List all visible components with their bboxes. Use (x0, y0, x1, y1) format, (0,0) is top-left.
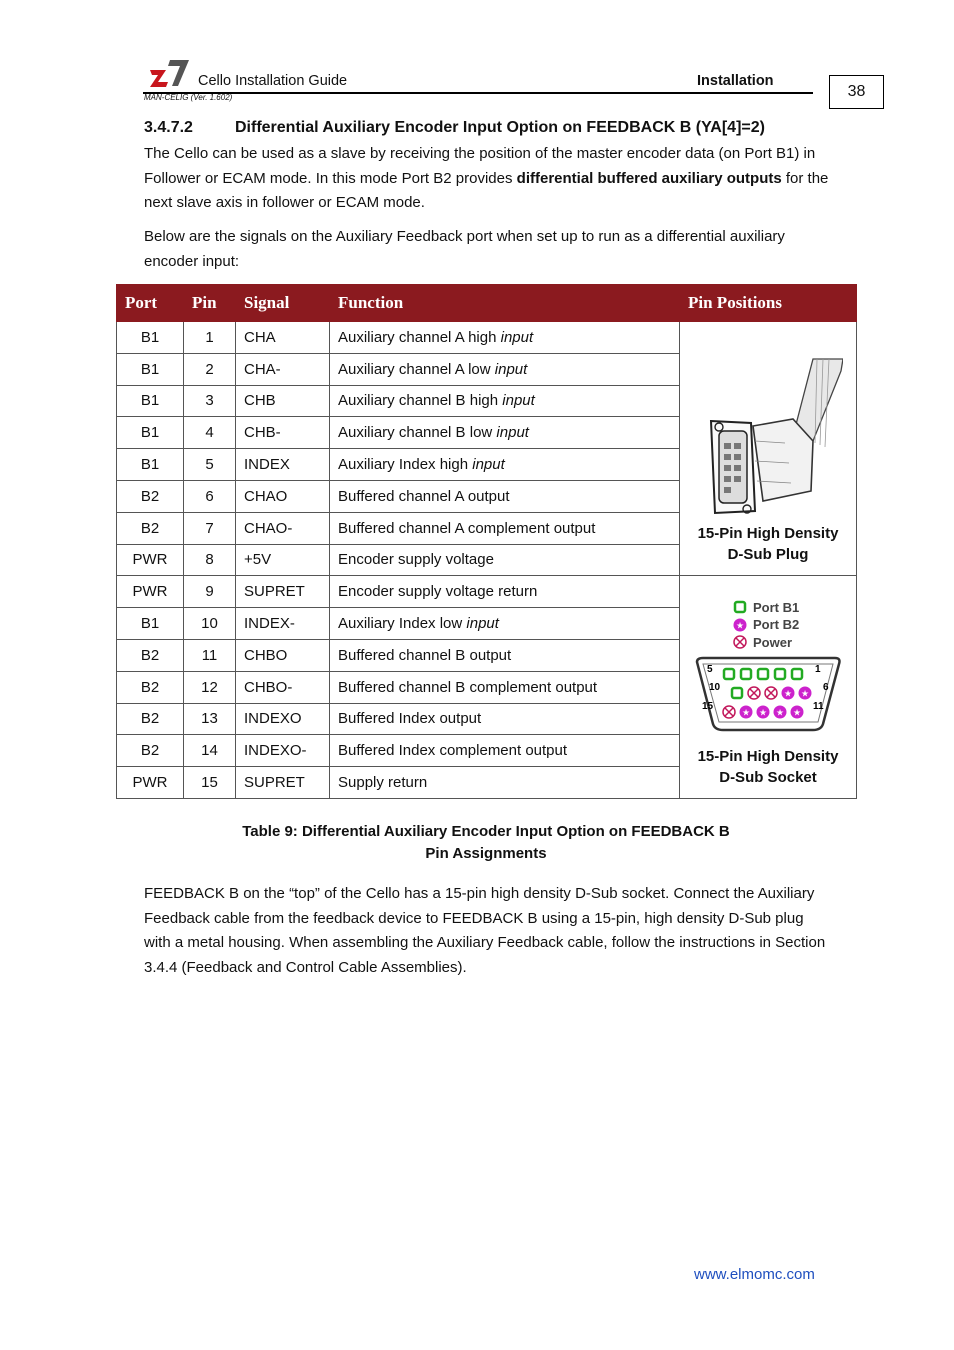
cell-port: PWR (117, 767, 184, 799)
dsub-socket-diagram (683, 592, 853, 740)
cell-function (330, 767, 680, 799)
para1-bold: differential buffered auxiliary outputs (516, 169, 782, 187)
function-italic: input (472, 456, 505, 474)
pin-b1 (732, 688, 742, 698)
legend-power: Power (753, 634, 793, 650)
cell-pin: 6 (184, 480, 236, 512)
function-text: Supply return (338, 774, 428, 792)
cell-port: B2 (117, 639, 184, 671)
function-text: Buffered Index output (338, 710, 482, 728)
table-caption-line2: Pin Assignments (425, 845, 547, 862)
svg-text:★: ★ (792, 708, 802, 719)
svg-text:★: ★ (783, 689, 793, 700)
legend-port-b1: Port B1 (753, 599, 800, 615)
pin-b2 (757, 705, 770, 718)
cell-pin: 5 (184, 449, 236, 481)
cell-function (330, 480, 680, 512)
cell-pin: 11 (184, 639, 236, 671)
legend-port-b2: Port B2 (753, 616, 800, 632)
cell-port: B1 (117, 353, 184, 385)
svg-text:★: ★ (741, 708, 751, 719)
cell-function (330, 703, 680, 735)
svg-text:★: ★ (758, 708, 768, 719)
cell-signal: CHAO- (236, 512, 330, 544)
pin-b2 (782, 686, 795, 699)
function-text: Auxiliary Index low (338, 615, 467, 633)
table-body (117, 322, 857, 799)
pin-b1 (741, 669, 751, 679)
pin-power (765, 687, 777, 699)
cell-port: PWR (117, 576, 184, 608)
pin-b2 (774, 705, 787, 718)
socket-num-10: 10 (709, 681, 721, 693)
function-italic: input (500, 328, 534, 346)
cell-signal: INDEXO (236, 703, 330, 735)
function-text: Auxiliary channel B low (338, 424, 497, 442)
pin-power (723, 706, 735, 718)
table-row (117, 576, 857, 608)
pin-b1 (792, 669, 802, 679)
plug-caption-1: 15-Pin High Density (697, 525, 839, 543)
doc-title: Cello Installation Guide (198, 73, 348, 89)
socket-num-11: 11 (813, 700, 824, 712)
paragraph-signals: Below are the signals on the Auxiliary Feedback port when set up to run as a differential auxiliary encoder input: (144, 228, 785, 270)
cell-port: PWR (117, 544, 184, 576)
cell-function (330, 322, 680, 354)
function-italic: input (496, 424, 529, 442)
function-text: Auxiliary channel A high (338, 328, 501, 346)
svg-text:★: ★ (775, 708, 785, 719)
function-italic: input (466, 615, 499, 633)
pin-b2 (791, 705, 804, 718)
header-pin-positions: Pin Positions (680, 285, 857, 322)
cell-signal: CHA- (236, 353, 330, 385)
function-italic: input (494, 360, 528, 378)
pin-b1 (758, 669, 768, 679)
cell-pin: 4 (184, 417, 236, 449)
table-caption-line1: Table 9: Differential Auxiliary Encoder Input Option on FEEDBACK B (242, 823, 730, 840)
svg-text:★: ★ (735, 621, 745, 632)
cell-function (330, 671, 680, 703)
cell-signal: CHB (236, 385, 330, 417)
header-function: Function (330, 285, 680, 322)
cell-pin: 14 (184, 735, 236, 767)
cell-port: B2 (117, 735, 184, 767)
table-caption (116, 821, 856, 865)
cell-signal: CHBO (236, 639, 330, 671)
pin-b1 (724, 669, 734, 679)
socket-caption-2: D-Sub Socket (719, 768, 817, 786)
cell-pin: 13 (184, 703, 236, 735)
function-italic: input (502, 392, 535, 410)
cell-pin: 9 (184, 576, 236, 608)
cell-port: B2 (117, 512, 184, 544)
paragraph-intro (144, 142, 834, 216)
socket-num-1: 1 (815, 663, 821, 675)
cell-function (330, 449, 680, 481)
cell-function (330, 576, 680, 608)
plug-caption-2: D-Sub Plug (727, 546, 809, 564)
cell-port: B1 (117, 449, 184, 481)
function-text: Buffered channel A complement output (338, 519, 596, 537)
socket-num-15: 15 (702, 700, 714, 712)
cell-signal: +5V (236, 544, 330, 576)
function-text: Encoder supply voltage return (338, 583, 538, 601)
header-pin: Pin (184, 285, 236, 322)
function-text: Buffered channel B complement output (338, 678, 598, 696)
header-port: Port (117, 285, 184, 322)
header-rule (143, 92, 813, 94)
pin-power (748, 687, 760, 699)
cell-signal: SUPRET (236, 576, 330, 608)
function-text: Buffered channel B output (338, 646, 512, 664)
socket-cell (680, 576, 857, 799)
plug-cell (680, 322, 857, 576)
section-number: 3.4.7.2 (144, 119, 193, 136)
table-header-row (117, 285, 857, 322)
cell-pin: 7 (184, 512, 236, 544)
cell-signal: CHB- (236, 417, 330, 449)
cell-pin: 3 (184, 385, 236, 417)
function-text: Buffered channel A output (338, 487, 510, 505)
dsub-plug-image (693, 351, 843, 521)
cell-signal: INDEX (236, 449, 330, 481)
para1-text-b: for the next slave axis in follower or ECAM mode. (144, 169, 829, 211)
cell-function (330, 608, 680, 640)
cell-pin: 15 (184, 767, 236, 799)
cell-pin: 2 (184, 353, 236, 385)
socket-num-6: 6 (823, 681, 829, 693)
cell-pin: 1 (184, 322, 236, 354)
cell-function (330, 353, 680, 385)
paragraph-feedback-b: FEEDBACK B on the “top” of the Cello has a 15-pin high density D-Sub socket. Connect the Auxiliary Feedback cable from the feedback device to FEEDBACK B using a 15-pin, high density D-Sub plug with a metal housing. When assembling the Auxiliary Feedback cable, follow the instructions in Section 3.4.4 (Feedback and Control Cable Assemblies). (144, 885, 826, 976)
pin-b2 (740, 705, 753, 718)
page-number: 38 (829, 75, 884, 109)
cell-port: B1 (117, 608, 184, 640)
cell-port: B1 (117, 417, 184, 449)
cell-function (330, 417, 680, 449)
function-text: Auxiliary channel B high (338, 392, 503, 410)
cell-function (330, 544, 680, 576)
cell-signal: CHBO- (236, 671, 330, 703)
pin-legend (734, 600, 800, 650)
para1-text-a: The Cello can be used as a slave by receiving the position of the master encoder data (on Port B1) in Follower or ECAM mode. In this mode Port B2 provides (144, 145, 816, 187)
cell-pin: 10 (184, 608, 236, 640)
table-row (117, 322, 857, 354)
cell-function (330, 639, 680, 671)
website-link[interactable]: www.elmomc.com (694, 1266, 815, 1283)
function-text: Encoder supply voltage (338, 551, 494, 569)
header-section-name: Installation (697, 73, 774, 89)
cell-port: B2 (117, 480, 184, 512)
cell-function (330, 512, 680, 544)
socket-caption-1: 15-Pin High Density (697, 747, 839, 765)
cell-pin: 12 (184, 671, 236, 703)
cell-signal: CHA (236, 322, 330, 354)
cell-pin: 8 (184, 544, 236, 576)
cell-function (330, 735, 680, 767)
section-title: Differential Auxiliary Encoder Input Option on FEEDBACK B (YA[4]=2) (235, 119, 765, 136)
cell-port: B1 (117, 385, 184, 417)
svg-text:★: ★ (800, 689, 810, 700)
header-signal: Signal (236, 285, 330, 322)
elmo-logo (148, 58, 190, 88)
cell-signal: INDEXO- (236, 735, 330, 767)
function-text: Auxiliary channel A low (338, 360, 495, 378)
pin-assignment-table (116, 284, 857, 799)
doc-id: MAN-CELIG (Ver. 1.602) (144, 93, 233, 102)
function-text: Auxiliary Index high (338, 456, 473, 474)
cell-port: B2 (117, 671, 184, 703)
function-text: Buffered Index complement output (338, 742, 568, 760)
pin-b1 (775, 669, 785, 679)
cell-signal: SUPRET (236, 767, 330, 799)
pin-b2 (799, 686, 812, 699)
cell-signal: CHAO (236, 480, 330, 512)
cell-signal: INDEX- (236, 608, 330, 640)
cell-function (330, 385, 680, 417)
socket-num-5: 5 (707, 663, 713, 675)
cell-port: B2 (117, 703, 184, 735)
cell-port: B1 (117, 322, 184, 354)
